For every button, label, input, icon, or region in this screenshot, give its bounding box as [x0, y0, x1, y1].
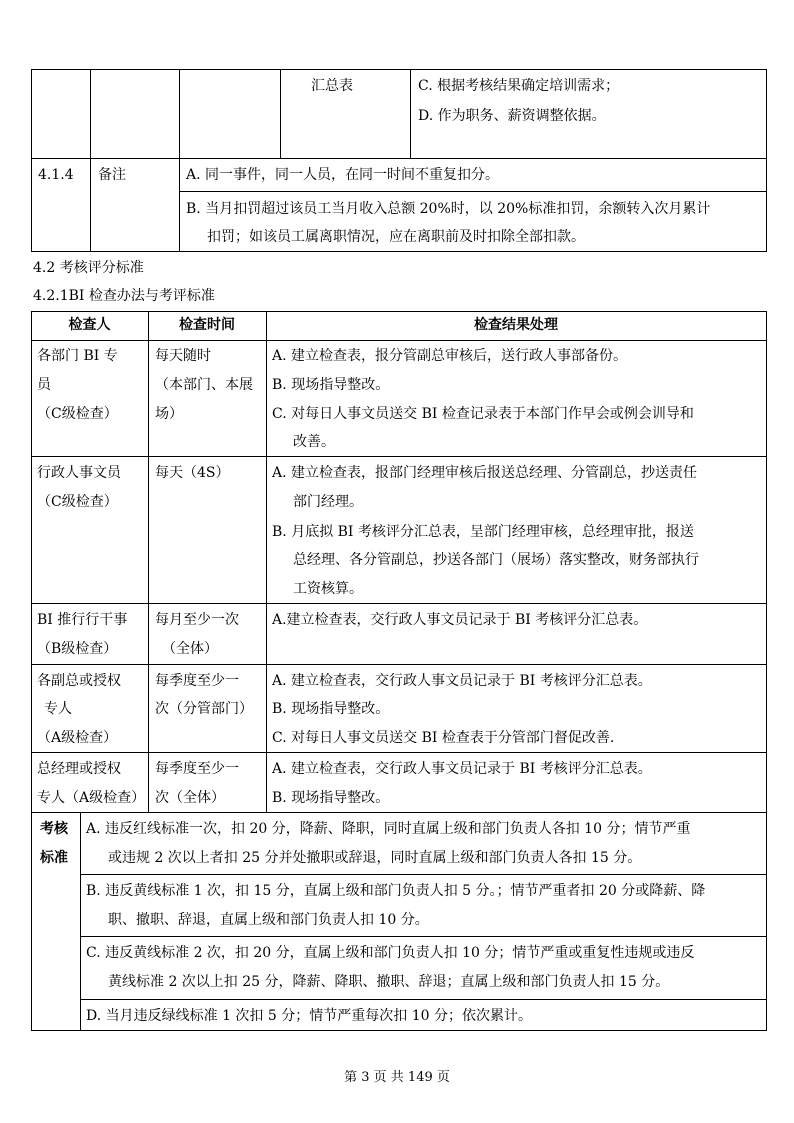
header-inspector: 检查人 [68, 317, 111, 333]
page-footer: 第 3 页 共 149 页 [344, 1070, 450, 1085]
row2-result-line2: 部门经理。 [293, 494, 363, 510]
remarks-label: 备注 [98, 167, 126, 183]
remark-item-a: A. 同一事件，同一人员，在同一时间不重复扣分。 [186, 167, 500, 183]
row1-time-line3: 场） [155, 406, 183, 422]
row3-inspector-line1: BI 推行行干事 [37, 612, 128, 628]
standard-b-line2: 职、撤职、辞退，直属上级和部门负责人扣 10 分。 [108, 912, 429, 928]
remark-item-b-line2: 扣罚；如该员工属离职情况，应在离职前及时扣除全部扣款。 [207, 229, 585, 245]
standard-a-line1: A. 违反红线标准一次，扣 20 分，降薪、降职，同时直属上级和部门负责人各扣 10 分；情节严重 [86, 821, 691, 837]
row4-time-line2: 次（分管部门） [155, 701, 253, 717]
standard-label-line2: 标准 [40, 850, 68, 866]
row5-result-line1: A. 建立检查表，交行政人事文员记录于 BI 考核评分汇总表。 [272, 761, 652, 777]
row4-result-line3: C. 对每日人事文员送交 BI 检查表于分管部门督促改善. [272, 730, 615, 746]
standard-d-line1: D. 当月违反绿线标准 1 次扣 5 分；情节严重每次扣 10 分；依次累计。 [86, 1008, 532, 1024]
row4-result-line1: A. 建立检查表，交行政人事文员记录于 BI 考核评分汇总表。 [272, 673, 652, 689]
row4-inspector-line3: （A级检查） [37, 730, 118, 746]
row1-result-line1: A. 建立检查表，报分管副总审核后，送行政人事部备份。 [272, 348, 628, 364]
row5-time-line1: 每季度至少一 [155, 761, 239, 777]
row3-time-line2: （全体） [162, 641, 218, 657]
row1-time-line1: 每天随时 [155, 348, 211, 364]
row2-inspector-line1: 行政人事文员 [37, 465, 121, 481]
section-heading-4-2: 4.2 考核评分标准 [33, 260, 144, 276]
standard-label-line1: 考核 [40, 821, 68, 837]
standard-b-line1: B. 违反黄线标准 1 次，扣 15 分，直属上级和部门负责人扣 5 分。；情节严重者扣 20 分或降薪、降 [86, 883, 706, 899]
row2-result-line4: 总经理、各分管副总，抄送各部门（展场）落实整改，财务部执行 [293, 552, 699, 568]
section-number: 4.1.4 [38, 167, 74, 183]
standard-c-line2: 黄线标准 2 次以上扣 25 分，降薪、降职、撤职、辞退；直属上级和部门负责人扣 15 分。 [108, 974, 670, 990]
header-inspection-time: 检查时间 [179, 317, 235, 333]
purpose-item-c: C. 根据考核结果确定培训需求； [418, 78, 620, 94]
row1-result-line3: C. 对每日人事文员送交 BI 检查记录表于本部门作早会或例会训导和 [272, 406, 694, 422]
standard-c-line1: C. 违反黄线标准 2 次，扣 20 分，直属上级和部门负责人扣 10 分；情节严重或重复性违规或违反 [86, 945, 695, 961]
standard-a-line2: 或违规 2 次以上者扣 25 分并处撤职或辞退，同时直属上级和部门负责人各扣 15 分。 [108, 850, 642, 866]
row1-inspector-line3: （C级检查） [37, 406, 118, 422]
row2-result-line5: 工资核算。 [293, 581, 363, 597]
header-result-handling: 检查结果处理 [474, 317, 558, 333]
summary-table-cell: 汇总表 [311, 78, 353, 94]
row2-result-line1: A. 建立检查表，报部门经理审核后报送总经理、分管副总，抄送责任 [272, 465, 698, 481]
row1-result-line4: 改善。 [293, 434, 335, 450]
row5-time-line2: 次（全体） [155, 790, 225, 806]
row1-time-line2: （本部门、本展 [155, 377, 253, 393]
row1-result-line2: B. 现场指导整改。 [272, 377, 390, 393]
row5-inspector-line2: 专人（A级检查） [37, 790, 146, 806]
row2-time-line1: 每天（4S） [155, 465, 230, 481]
row4-inspector-line1: 各副总或授权 [37, 673, 121, 689]
row1-inspector-line1: 各部门 BI 专 [37, 348, 118, 364]
row2-inspector-line2: （C级检查） [37, 494, 118, 510]
row5-inspector-line1: 总经理或授权 [37, 761, 121, 777]
row1-inspector-line2: 员 [37, 377, 51, 393]
row3-result-line1: A.建立检查表，交行政人事文员记录于 BI 考核评分汇总表。 [272, 612, 648, 628]
row4-inspector-line2: 专人 [44, 701, 72, 717]
remark-item-b-line1: B. 当月扣罚超过该员工当月收入总额 20%时，以 20%标准扣罚，余额转入次月累计 [186, 201, 711, 217]
row2-result-line3: B. 月底拟 BI 考核评分汇总表，呈部门经理审核，总经理审批，报送 [272, 524, 694, 540]
section-heading-4-2-1: 4.2.1BI 检查办法与考评标准 [33, 288, 215, 304]
row5-result-line2: B. 现场指导整改。 [272, 790, 390, 806]
row3-inspector-line2: （B级检查） [37, 641, 118, 657]
row4-result-line2: B. 现场指导整改。 [272, 701, 390, 717]
row4-time-line1: 每季度至少一 [155, 673, 239, 689]
purpose-item-d: D. 作为职务、薪资调整依据。 [418, 108, 606, 124]
row3-time-line1: 每月至少一次 [155, 612, 239, 628]
